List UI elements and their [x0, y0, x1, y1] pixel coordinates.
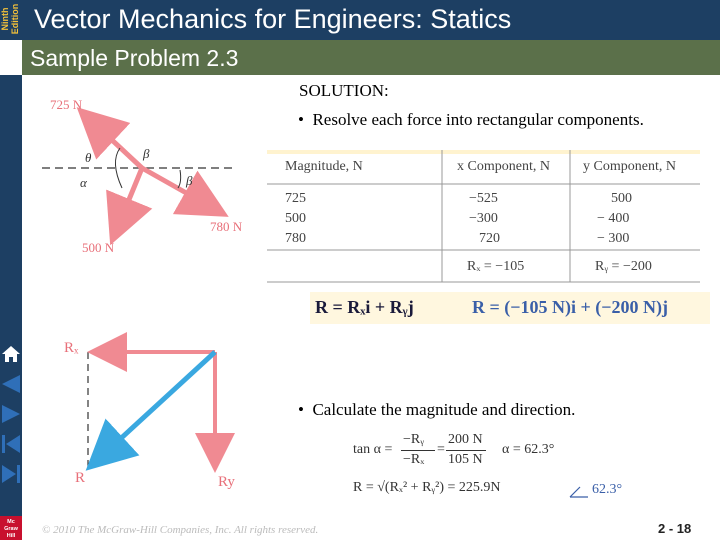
home-icon	[0, 343, 22, 365]
svg-text:Hill: Hill	[6, 533, 16, 539]
subtitle-bar	[22, 40, 720, 75]
eq-equals: =	[437, 442, 445, 457]
label-r: R	[75, 470, 86, 486]
fraction-bar-1	[401, 450, 435, 451]
label-theta: θ	[85, 150, 92, 165]
resultant-diagram	[55, 330, 235, 480]
label-beta-bottom: β	[186, 173, 193, 188]
table-cell-r2c0: 780	[285, 231, 306, 246]
table-total-rx: Rₓ = −105	[467, 259, 525, 274]
page-title: Vector Mechanics for Engineers: Statics	[34, 4, 512, 34]
eq-frac1-den: −Rₓ	[403, 452, 425, 467]
bullet-1-text: Resolve each force into rectangular components.	[312, 110, 644, 129]
table-total-ry: Rᵧ = −200	[595, 259, 652, 274]
page-number: 2 - 18	[658, 521, 692, 536]
fraction-bar-2	[446, 450, 486, 451]
bullet-dot: •	[298, 400, 313, 419]
edition-line1: Ninth	[0, 7, 10, 31]
table-cell-r0c2: 500	[611, 191, 632, 206]
table-header-magnitude: Magnitude, N	[285, 159, 363, 174]
bullet-2	[298, 400, 575, 420]
table-cell-r2c2: − 300	[597, 231, 630, 246]
home-button[interactable]	[0, 343, 22, 365]
force-diagram	[30, 92, 260, 262]
eq-alpha-result: α = 62.3°	[502, 442, 555, 457]
table-cell-r1c1: −300	[469, 211, 498, 226]
svg-text:Graw: Graw	[4, 526, 18, 532]
first-slide-button[interactable]	[0, 433, 22, 455]
label-725n: 725 N	[50, 97, 83, 112]
label-alpha: α	[80, 175, 87, 190]
title-bar	[22, 0, 720, 40]
table-header-x: x Component, N	[457, 159, 550, 174]
page-subtitle: Sample Problem 2.3	[30, 45, 239, 71]
last-slide-button[interactable]	[0, 463, 22, 485]
arrow-left-icon	[0, 373, 22, 395]
components-table	[267, 150, 700, 286]
table-cell-r0c0: 725	[285, 191, 306, 206]
edition-badge	[0, 0, 22, 40]
bullet-dot: •	[298, 110, 313, 129]
svg-text:Mc: Mc	[7, 519, 15, 525]
resultant-general: R = Rₓi + Rᵧj	[315, 297, 414, 317]
table-header-y: y Component, N	[583, 159, 676, 174]
eq-frac2-den: 105 N	[448, 452, 483, 467]
resultant-values: R = (−105 N)i + (−200 N)j	[472, 297, 668, 317]
publisher-logo	[0, 516, 22, 540]
label-rx: Rₓ	[64, 340, 79, 356]
skip-forward-icon	[0, 463, 22, 485]
angle-arc-right	[178, 170, 181, 188]
label-780n: 780 N	[210, 219, 243, 234]
previous-button[interactable]	[0, 373, 22, 395]
edition-line2: Edition	[10, 3, 20, 35]
sidebar	[0, 75, 22, 540]
skip-back-icon	[0, 433, 22, 455]
label-beta-top: β	[143, 146, 150, 161]
solution-label: SOLUTION:	[299, 81, 389, 100]
mcgraw-hill-logo	[0, 516, 22, 540]
table-cell-r0c1: −525	[469, 191, 498, 206]
bullet-2-text: Calculate the magnitude and direction.	[312, 400, 576, 419]
eq-angle-result: 62.3°	[592, 482, 623, 497]
eq-frac1-num: −Rᵧ	[403, 432, 424, 447]
table-cell-r1c0: 500	[285, 211, 306, 226]
resultant-arrow	[93, 352, 215, 464]
table-cell-r2c1: 720	[479, 231, 500, 246]
resultant-box	[310, 292, 710, 324]
eq-magnitude: R = √(Rₓ² + Rᵧ²) = 225.9N	[353, 480, 501, 495]
bullet-1	[298, 110, 644, 130]
label-ry: Ry	[218, 474, 235, 490]
arrow-right-icon	[0, 403, 22, 425]
eq-tan-lhs: tan α =	[353, 442, 393, 457]
next-button[interactable]	[0, 403, 22, 425]
table-cell-r1c2: − 400	[597, 211, 630, 226]
label-500n: 500 N	[82, 240, 115, 255]
copyright-notice: © 2010 The McGraw-Hill Companies, Inc. All rights reserved.	[42, 524, 319, 536]
eq-frac2-num: 200 N	[448, 432, 483, 447]
force-725-arrow	[84, 114, 142, 168]
angle-symbol-icon	[568, 484, 590, 500]
